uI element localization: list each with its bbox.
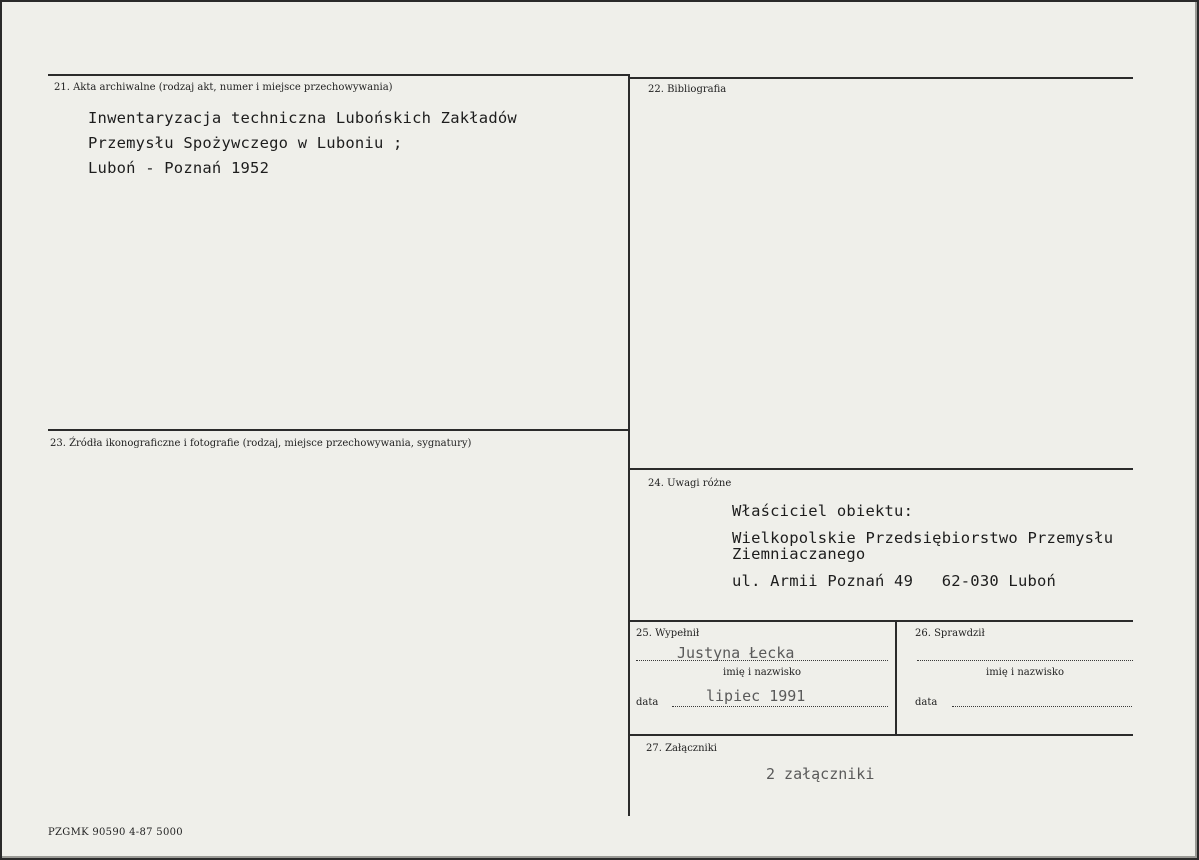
rule-24 [630,468,1133,470]
record-card [2,2,1197,858]
field-26-name-caption: imię i nazwisko [986,667,1064,678]
field-25-date: lipiec 1991 [706,687,806,705]
field-24-label: 24. Uwagi różne [648,478,732,489]
rule-25-26 [630,620,1133,622]
field-23-label: 23. Źródła ikonograficzne i fotografie (rodzaj, miejsce przechowywania, sygnatury) [50,438,472,449]
top-rule-right [630,77,1133,79]
print-code: PZGMK 90590 4-87 5000 [48,827,183,838]
divider-25-26 [895,620,897,736]
field-25-date-dotted-line [672,706,888,707]
field-24-line-4: ul. Armii Poznań 49 62-030 Luboń [732,572,1057,590]
field-26-label: 26. Sprawdził [915,628,985,639]
field-26-date-dotted-line [952,706,1132,707]
field-26-name-dotted-line [917,660,1133,661]
rule-23 [48,429,628,431]
field-24-line-2: Wielkopolskie Przedsiębiorstwo Przemysłu [732,529,1114,547]
field-26-date-label: data [915,697,938,708]
field-27-value: 2 załączniki [766,765,875,783]
field-27-label: 27. Załączniki [646,743,717,754]
field-21-line-2: Przemysłu Spożywczego w Luboniu ; [88,134,403,152]
top-rule-left [48,74,630,76]
field-21-line-3: Luboń - Poznań 1952 [88,159,270,177]
field-25-date-label: data [636,697,659,708]
field-25-name: Justyna Łecka [677,644,795,662]
center-divider [628,74,630,816]
field-24-line-1: Właściciel obiektu: [732,502,914,520]
field-24-line-3: Ziemniaczanego [732,545,866,563]
field-25-name-dotted-line [636,660,888,661]
field-21-label: 21. Akta archiwalne (rodzaj akt, numer i miejsce przechowywania) [54,82,393,93]
rule-27 [630,734,1133,736]
field-25-label: 25. Wypełnił [636,628,700,639]
field-25-name-caption: imię i nazwisko [723,667,801,678]
field-21-line-1: Inwentaryzacja techniczna Lubońskich Zakładów [88,109,517,127]
field-22-label: 22. Bibliografia [648,84,727,95]
